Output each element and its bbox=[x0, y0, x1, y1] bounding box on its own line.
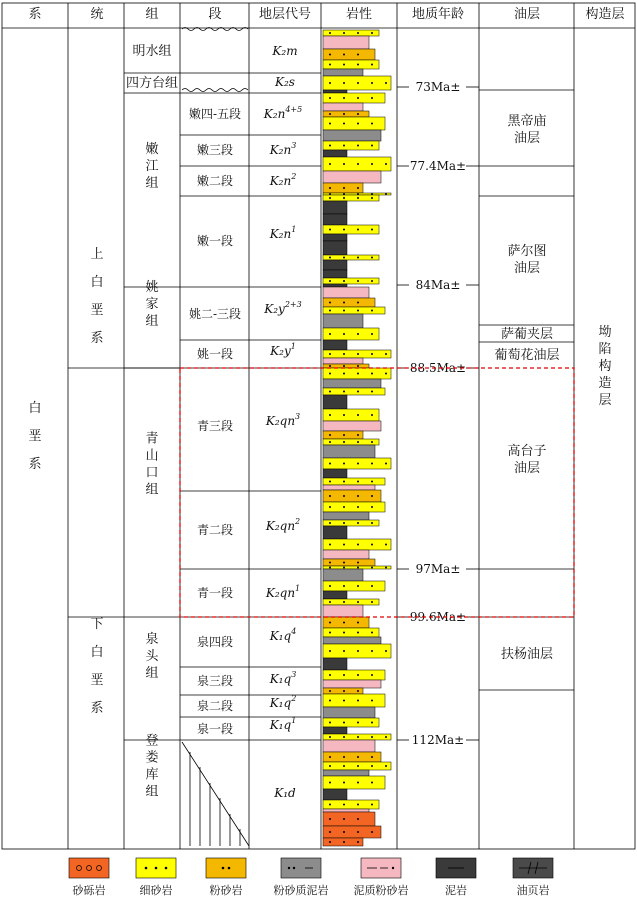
legend-item bbox=[513, 858, 553, 897]
legend-item bbox=[136, 858, 176, 897]
header-age: 地质年龄 bbox=[411, 7, 465, 22]
group-yaojia: 姚家组 bbox=[145, 280, 159, 329]
header-group: 组 bbox=[145, 7, 159, 22]
oil-layer-heidimiao: 黑帝庙油层 bbox=[507, 114, 547, 146]
legend-item bbox=[436, 858, 476, 897]
table-grid bbox=[2, 3, 635, 849]
section-code: $K_2n^3$ bbox=[269, 141, 297, 157]
header-row bbox=[28, 6, 624, 22]
group-quantou: 泉头组 bbox=[145, 632, 159, 681]
section-code: $K_2y^1$ bbox=[270, 342, 296, 358]
section-label: 嫩三段 bbox=[196, 143, 234, 157]
oil-layer-gaotaizi: 高台子油层 bbox=[507, 444, 547, 476]
legend-label: 油页岩 bbox=[516, 884, 550, 897]
header-series: 统 bbox=[90, 7, 104, 22]
section-code: $K_1q^2$ bbox=[269, 694, 297, 710]
section-code: $K_2n^1$ bbox=[269, 225, 297, 241]
oil-layer-fuyang: 扶杨油层 bbox=[500, 647, 554, 662]
legend-label: 细砂岩 bbox=[139, 884, 173, 897]
legend-label: 粉砂岩 bbox=[209, 884, 243, 897]
group-sifangtai: 四方台组 bbox=[125, 76, 179, 91]
group-code: K₂s bbox=[275, 75, 295, 89]
section-label: 青二段 bbox=[196, 523, 234, 537]
legend-swatch-conglomerate bbox=[69, 858, 109, 878]
header-lithology: 岩性 bbox=[345, 7, 373, 22]
section-code: $K_2qn^3$ bbox=[265, 412, 301, 428]
section-code: $K_2qn^1$ bbox=[265, 584, 301, 600]
section-code: $K_1q^1$ bbox=[269, 716, 297, 732]
legend-label: 泥质粉砂岩 bbox=[353, 884, 409, 897]
age-label: 97Ma± bbox=[415, 562, 461, 576]
tectonic-label: 坳陷构造层 bbox=[598, 325, 612, 408]
legend-item bbox=[354, 858, 409, 897]
group-nenjiang: 嫩江组 bbox=[145, 142, 159, 191]
age-label: 112Ma± bbox=[411, 733, 465, 747]
legend-item bbox=[69, 858, 109, 897]
unconformity-lines bbox=[182, 28, 248, 92]
section-label: 嫩四-五段 bbox=[188, 107, 242, 121]
section-label: 青一段 bbox=[196, 586, 234, 600]
section-code: $K_2y^{2+3}$ bbox=[264, 300, 302, 316]
section-label: 嫩一段 bbox=[196, 234, 234, 248]
section-label: 泉一段 bbox=[196, 722, 234, 736]
section-code: $K_2qn^2$ bbox=[265, 517, 301, 533]
age-label: 73Ma± bbox=[415, 80, 461, 94]
section-code: $K_1q^3$ bbox=[269, 670, 297, 686]
legend-swatch-siltstone bbox=[206, 858, 246, 878]
section-label: 青三段 bbox=[196, 419, 234, 433]
section-label: 泉二段 bbox=[196, 699, 234, 713]
group-code: K₂m bbox=[272, 44, 298, 58]
system-label: 白垩系 bbox=[28, 401, 42, 472]
group-mingshui: 明水组 bbox=[132, 44, 172, 59]
denglouku-hatch bbox=[182, 742, 249, 846]
header-code: 地层代号 bbox=[258, 7, 312, 22]
series-label-lower: 下白垩系 bbox=[90, 617, 104, 716]
section-code: $K_1q^4$ bbox=[269, 627, 297, 643]
oil-layer-saertu: 萨尔图油层 bbox=[507, 244, 547, 276]
group-code: K₁d bbox=[274, 786, 296, 800]
section-code: $K_2n^{4+5}$ bbox=[263, 105, 303, 121]
legend bbox=[69, 858, 553, 897]
section-label: 姚一段 bbox=[196, 347, 234, 361]
series-label-upper: 上白垩系 bbox=[90, 247, 104, 346]
age-label: 99.6Ma± bbox=[409, 610, 467, 624]
oil-layer-putaohua: 葡萄花油层 bbox=[494, 348, 560, 363]
lithology-column bbox=[323, 30, 391, 846]
oil-layer-sapujia: 萨葡夹层 bbox=[500, 327, 554, 342]
legend-label: 砂砾岩 bbox=[72, 884, 106, 897]
age-label: 77.4Ma± bbox=[409, 159, 467, 173]
section-label: 泉四段 bbox=[196, 635, 234, 649]
header-section: 段 bbox=[208, 7, 222, 22]
legend-label: 粉砂质泥岩 bbox=[273, 884, 329, 897]
header-tectonic: 构造层 bbox=[585, 7, 625, 22]
section-label: 泉三段 bbox=[196, 674, 234, 688]
age-label: 88.5Ma± bbox=[409, 361, 467, 375]
legend-item bbox=[274, 858, 329, 897]
legend-item bbox=[206, 858, 246, 897]
header-system: 系 bbox=[28, 7, 42, 22]
header-oil-layer: 油层 bbox=[513, 7, 541, 22]
legend-label: 泥岩 bbox=[445, 884, 467, 897]
legend-swatch-silty-mudstone bbox=[281, 858, 321, 878]
group-qingshankou: 青山口组 bbox=[145, 431, 159, 498]
age-label: 84Ma± bbox=[415, 278, 461, 292]
section-label: 姚二-三段 bbox=[188, 307, 242, 321]
section-label: 嫩二段 bbox=[196, 174, 234, 188]
section-code: $K_2n^2$ bbox=[269, 172, 297, 188]
group-denglouku: 登娄库组 bbox=[145, 733, 159, 800]
